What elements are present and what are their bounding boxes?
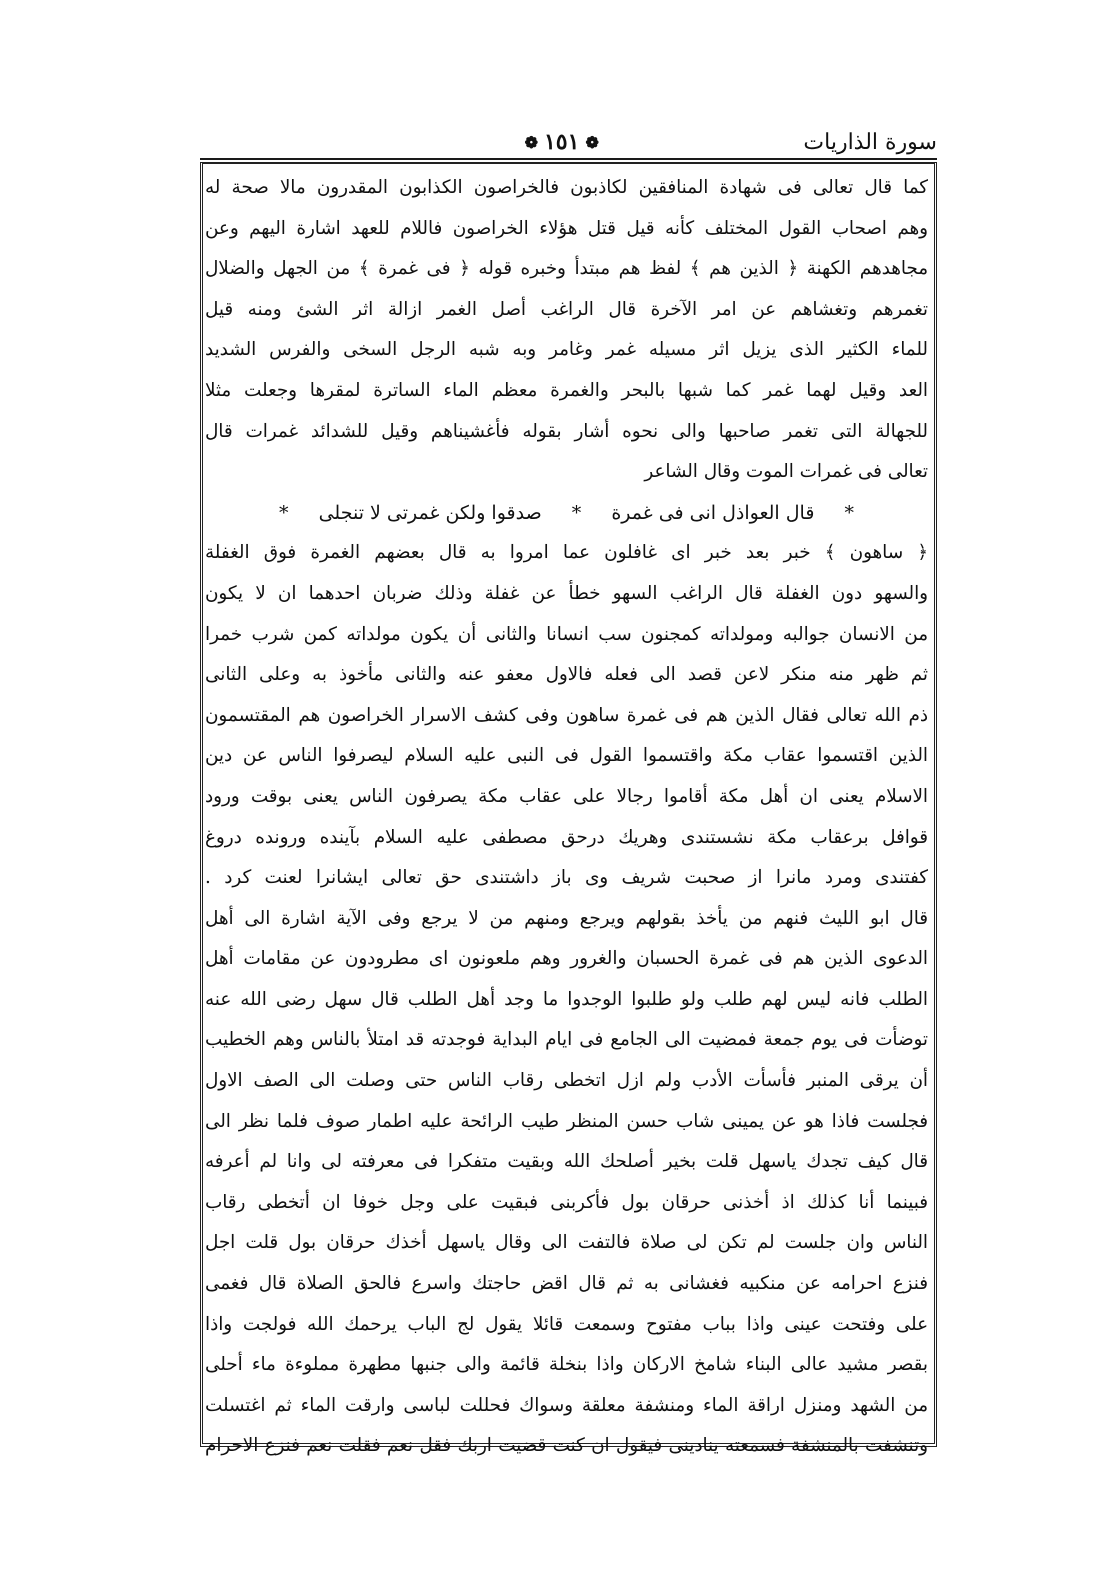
text-line: فنزع احرامه عن منكبيه فغشانى به ثم قال اقض حاجتك واسرع فالحق الصلاة قال فغمى [205,1273,928,1295]
text-line: كما قال تعالى فى شهادة المنافقين لكاذبون فالخراصون الكذابون المقدرون مالا صحة له [205,177,928,198]
verse-second-hemistich: صدقوا ولكن غمرتى لا تنجلى [318,501,542,524]
verse-star: * [571,501,582,524]
text-line: قال ابو الليث فنهم من يأخذ بقولهم ويرجع ومنهم من لا يرجع وفى الآية اشارة الى أهل [205,907,928,929]
verse-star: * [279,501,289,524]
surah-name: سورة الذاريات [803,129,937,155]
text-line: ثم ظهر منه منكر لاعن قصد الى فعله فالاول معفو عنه والثانى مأخوذ به وعلى الثانى [205,664,928,686]
text-line: بقصر مشيد عالى البناء شامخ الاركان واذا بنخلة قائمة والى جنبها مطهرة مملوءة ماء أحلى [205,1354,928,1376]
ornament-left-icon: ❁ [524,132,538,152]
text-line: وهم اصحاب القول المختلف كأنه قيل قتل هؤلاء الخراصون فاللام للعهد اشارة اليهم وعن [205,217,928,239]
text-line: الناس وان جلست لم تكن لى صلاة فالتفت الى وقال ياسهل أخذك حرقان بول قلت اجل [205,1232,928,1254]
main-text [205,168,928,1467]
text-line: قوافل برعقاب مكة نشستندى وهريك درحق مصطفى عليه السلام بآينده ورونده دروغ [205,826,928,848]
verse-star: * [844,501,854,524]
page-number: ١٥١ [543,129,580,155]
text-line: للجهالة التى تغمر صاحبها والى نحوه أشار بقوله فأغشيناهم وقيل للشدائد غمرات قال [205,420,928,442]
ornament-right-icon: ❁ [585,132,599,152]
text-line: من الانسان جوالبه ومولداته كمجنون سب انسانا والثانى أن يكون مولداته كمن شرب خمرا [205,623,928,645]
header-rule [200,158,937,160]
text-line: ذم الله تعالى فقال الذين هم فى غمرة ساهون وفى كشف الاسرار الخراصون هم المقتسمون [205,704,928,726]
text-line: العد وقيل لهما غمر كما شبها بالبحر والغمرة معظم الماء الساترة لمقرها وجعلت مثلا [205,379,928,401]
text-line: الاسلام يعنى ان أهل مكة أقاموا رجالا على عقاب مكة يصرفون الناس يعنى بوقت ورود [205,785,928,807]
poetry-verse [205,493,928,534]
text-line: تعالى فى غمرات الموت وقال الشاعر [644,461,928,483]
text-line: فبينما أنا كذلك اذ أخذنى حرقان بول فأكربنى فبقيت على وجل خوفا ان أتخطى رقاب [205,1191,928,1213]
text-line: تغمرهم وتغشاهم عن امر الآخرة قال الراغب أصل الغمر ازالة اثر الشئ ومنه قيل [205,298,928,320]
text-line: الدعوى الذين هم فى غمرة الحسبان والغرور وهم ملعونون اى مطرودون عن مقامات أهل [205,948,928,970]
verse-first-hemistich: قال العواذل انى فى غمرة [611,501,815,524]
text-line: مجاهدهم الكهنة ﴿ الذين هم ﴾ لفظ هم مبتدأ وخبره قوله ﴿ فى غمرة ﴾ من الجهل والضلال [205,258,928,280]
page-header [200,125,937,159]
page-number-group [525,129,599,155]
text-line: قال كيف تجدك ياسهل قلت بخير أصلحك الله وبقيت متفكرا فى معرفته لى وانا لم أعرفه [205,1151,928,1173]
text-line: الطلب فانه ليس لهم طلب ولو طلبوا الوجدوا ما وجد أهل الطلب قال سهل رضى الله عنه [205,988,928,1010]
text-line: والسهو دون الغفلة قال الراغب السهو خطأ عن غفلة وذلك ضربان احدهما ان لا يكون [205,582,928,604]
text-line: من الشهد ومنزل اراقة الماء ومنشفة معلقة وسواك فحللت لباسى وارقت الماء ثم اغتسلت [205,1394,928,1416]
text-line: الذين اقتسموا عقاب مكة واقتسموا القول فى النبى عليه السلام ليصرفوا الناس عن دين [205,745,928,767]
text-line: فجلست فاذا هو عن يمينى شاب حسن المنظر طيب الرائحة عليه اطمار صوف فلما نظر الى [205,1110,928,1132]
text-line: للماء الكثير الذى يزيل اثر مسيله غمر وغامر وبه شبه الرجل السخى والفرس الشديد [205,339,928,361]
text-line: أن يرقى المنبر فأسأت الأدب ولم ازل اتخطى رقاب الناس حتى وصلت الى الصف الاول [205,1070,928,1092]
text-line: على وفتحت عينى واذا بباب مفتوح وسمعت قائلا يقول لج الباب يرحمك الله فولجت واذا [205,1313,928,1335]
text-line: توضأت فى يوم جمعة فمضيت الى الجامع فى ايام البداية فوجدته قد امتلأ بالناس وهم الخطيب [205,1029,928,1051]
text-line: وتنشفت بالمنشفة فسمعته ينادينى فيقول ان كنت قضيت اربك فقل نعم فقلت نعم فنزع الاحرام [205,1435,928,1457]
text-line: كفتندى ومرد مانرا از صحبت شريف وى باز داشتندى حق تعالى ايشانرا لعنت كرد . [205,867,928,889]
text-line: ﴿ ساهون ﴾ خبر بعد خبر اى غافلون عما امروا به قال بعضهم الغمرة فوق الغفلة [205,542,928,564]
